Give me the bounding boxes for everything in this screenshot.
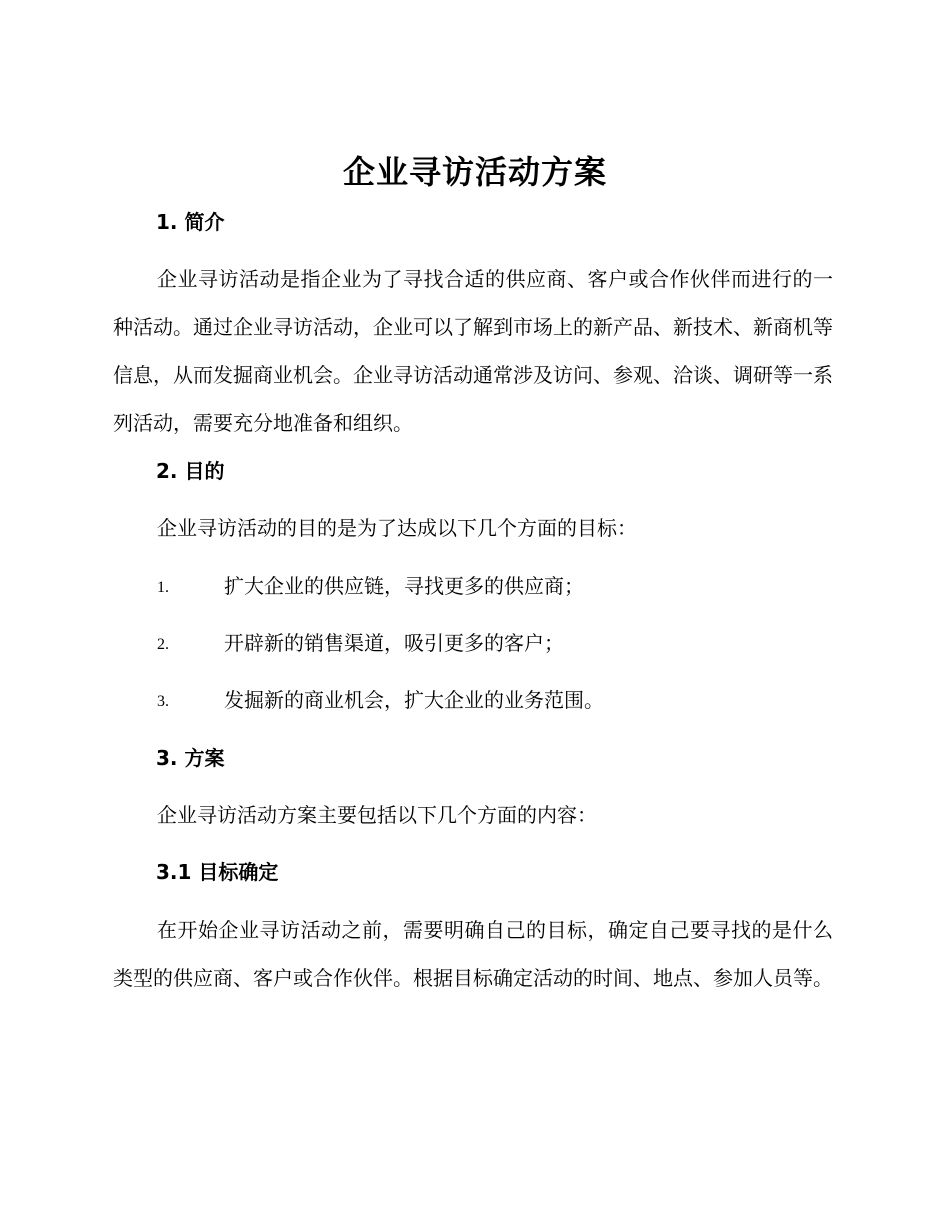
list-item-number: 1. (157, 579, 169, 596)
purpose-lead: 企业寻访活动的目的是为了达成以下几个方面的目标： (157, 516, 637, 540)
section-heading-purpose: 2. 目的 (156, 459, 225, 483)
plan-lead: 企业寻访活动方案主要包括以下几个方面的内容： (157, 803, 597, 827)
subsection-heading-goal: 3.1 目标确定 (156, 860, 279, 884)
goal-paragraph: 在开始企业寻访活动之前，需要明确自己的目标，确定自己要寻找的是什么类型的供应商、客户或合作伙伴。根据目标确定活动的时间、地点、参加人员等。 (113, 918, 833, 990)
list-item-number: 3. (157, 693, 169, 710)
section-heading-intro: 1. 简介 (156, 210, 225, 234)
list-item-text: 发掘新的商业机会，扩大企业的业务范围。 (224, 688, 604, 712)
intro-paragraph: 企业寻访活动是指企业为了寻找合适的供应商、客户或合作伙伴而进行的一种活动。通过企业寻访活动，企业可以了解到市场上的新产品、新技术、新商机等信息，从而发掘商业机会。企业寻访活动通常涉及访问、参观、洽谈、调研等一系列活动，需要充分地准备和组织。 (113, 267, 833, 435)
list-item-text: 扩大企业的供应链，寻找更多的供应商； (224, 574, 584, 598)
section-heading-plan: 3. 方案 (156, 746, 225, 770)
list-item-text: 开辟新的销售渠道，吸引更多的客户； (224, 631, 564, 655)
page-title: 企业寻访活动方案 (342, 153, 607, 191)
list-item-number: 2. (157, 636, 169, 653)
